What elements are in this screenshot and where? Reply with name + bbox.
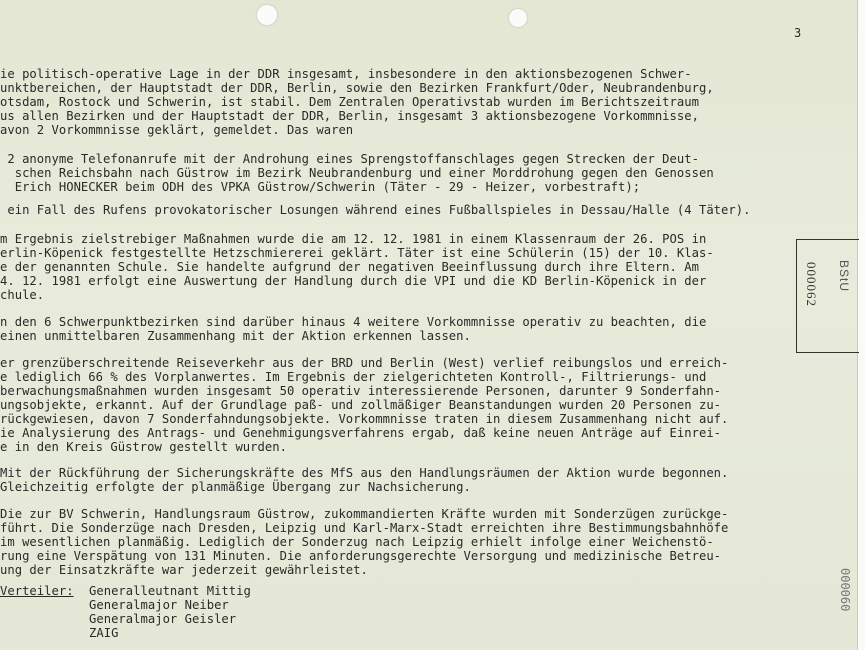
text-line: Die zur BV Schwerin, Handlungsraum Güstrow, zukommandierten Kräfte wurden mit Sonderzügen zurückge- <box>0 507 729 521</box>
punch-hole-right <box>509 9 527 27</box>
recipient: Generalmajor Geisler <box>89 612 237 626</box>
text-line: 4. 12. 1981 erfolgt eine Auswertung der Handlung durch die VPI und die KD Berlin-Köpenick in der <box>0 274 707 288</box>
text-line: e der genannten Schule. Sie handelte aufgrund der negativen Beeinflussung durch ihre Eltern. Am <box>0 260 699 274</box>
text-line: führt. Die Sonderzüge nach Dresden, Leipzig und Karl-Marx-Stadt erreichten ihre Bestimmungsbahnhöfe <box>0 521 729 535</box>
text-line: otsdam, Rostock und Schwerin, ist stabil. Dem Zentralen Operativstab wurden im Berichtszeitraum <box>0 95 699 109</box>
text-line: einen unmittelbaren Zusammenhang mit der Aktion erkennen lassen. <box>0 329 471 343</box>
text-line: us allen Bezirken und der Hauptstadt der DDR, Berlin, insgesamt 3 aktionsbezogene Vorkommnisse, <box>0 109 699 123</box>
recipient: Generalleutnant Mittig <box>89 584 251 598</box>
text-line: schen Reichsbahn nach Güstrow im Bezirk Neubrandenburg und einer Morddrohung gegen den Genossen <box>0 166 714 180</box>
page-number: 3 <box>794 26 802 40</box>
recipient: ZAIG <box>89 626 119 640</box>
text-line: Mit der Rückführung der Sicherungskräfte des MfS aus den Handlungsräumen der Aktion wurde begonnen. <box>0 466 729 480</box>
text-line: rückgewiesen, davon 7 Sonderfahndungsobjekte. Vorkommnisse traten in diesem Zusammenhang nicht auf. <box>0 412 729 426</box>
page-edge <box>858 0 865 650</box>
stamp-label: BStU <box>837 260 851 293</box>
recipient: Generalmajor Neiber <box>89 598 229 612</box>
text-line: er grenzüberschreitende Reiseverkehr aus der BRD und Berlin (West) verlief reibungslos und erreich- <box>0 356 729 370</box>
text-line: unktbereichen, der Hauptstadt der DDR, Berlin, sowie den Bezirken Frankfurt/Oder, Neubrandenburg, <box>0 81 714 95</box>
text-line: e in den Kreis Güstrow gestellt wurden. <box>0 440 287 454</box>
text-line: erlin-Köpenick festgestellte Hetzschmiererei geklärt. Täter ist eine Schülerin (15) der 10. Klas- <box>0 246 714 260</box>
stamp-number: 000062 <box>804 262 819 307</box>
text-line: Erich HONECKER beim ODH des VPKA Güstrow/Schwerin (Täter - 29 - Heizer, vorbestraft); <box>0 180 641 194</box>
text-line: ungsobjekte, erkannt. Auf der Grundlage paß- und zollmäßiger Beanstandungen wurden 20 Personen zu- <box>0 398 722 412</box>
text-line: rung eine Verspätung von 131 Minuten. Die anforderungsgerechte Versorgung und medizinische Betreu- <box>0 549 722 563</box>
text-line: berwachungsmaßnahmen wurden insgesamt 50 operativ interessierende Personen, darunter 9 Sonderfahn- <box>0 384 722 398</box>
text-line: ein Fall des Rufens provokatorischer Losungen während eines Fußballspieles in Dessau/Halle (4 Täter). <box>0 203 751 217</box>
text-line: avon 2 Vorkommnisse geklärt, gemeldet. Das waren <box>0 123 354 137</box>
text-line: 2 anonyme Telefonanrufe mit der Androhung eines Sprengstoffanschlages gegen Strecken der Deut- <box>0 152 699 166</box>
text-line: Gleichzeitig erfolgte der planmäßige Übergang zur Nachsicherung. <box>0 480 471 494</box>
distribution-label: Verteiler: <box>0 584 74 598</box>
archive-page-number: 000060 <box>838 568 852 612</box>
text-line: e lediglich 66 % des Vorplanwertes. Im Ergebnis der zielgerichteten Kontroll-, Filtrierungs- und <box>0 370 707 384</box>
text-line: m Ergebnis zielstrebiger Maßnahmen wurde die am 12. 12. 1981 in einem Klassenraum der 26. POS in <box>0 232 707 246</box>
text-line: chule. <box>0 288 45 302</box>
text-line: im wesentlichen planmäßig. Lediglich der Sonderzug nach Leipzig erhielt infolge einer Weichenstö- <box>0 535 714 549</box>
text-line: ie Analysierung des Antrags- und Genehmigungsverfahrens ergab, daß keine neuen Anträge auf Einrei- <box>0 426 722 440</box>
punch-hole-left <box>257 5 277 25</box>
text-line: ung der Einsatzkräfte war jederzeit gewährleistet. <box>0 563 368 577</box>
text-line: ie politisch-operative Lage in der DDR insgesamt, insbesondere in den aktionsbezogenen Schwer- <box>0 67 692 81</box>
text-line: n den 6 Schwerpunktbezirken sind darüber hinaus 4 weitere Vorkommnisse operativ zu beachten, die <box>0 315 707 329</box>
